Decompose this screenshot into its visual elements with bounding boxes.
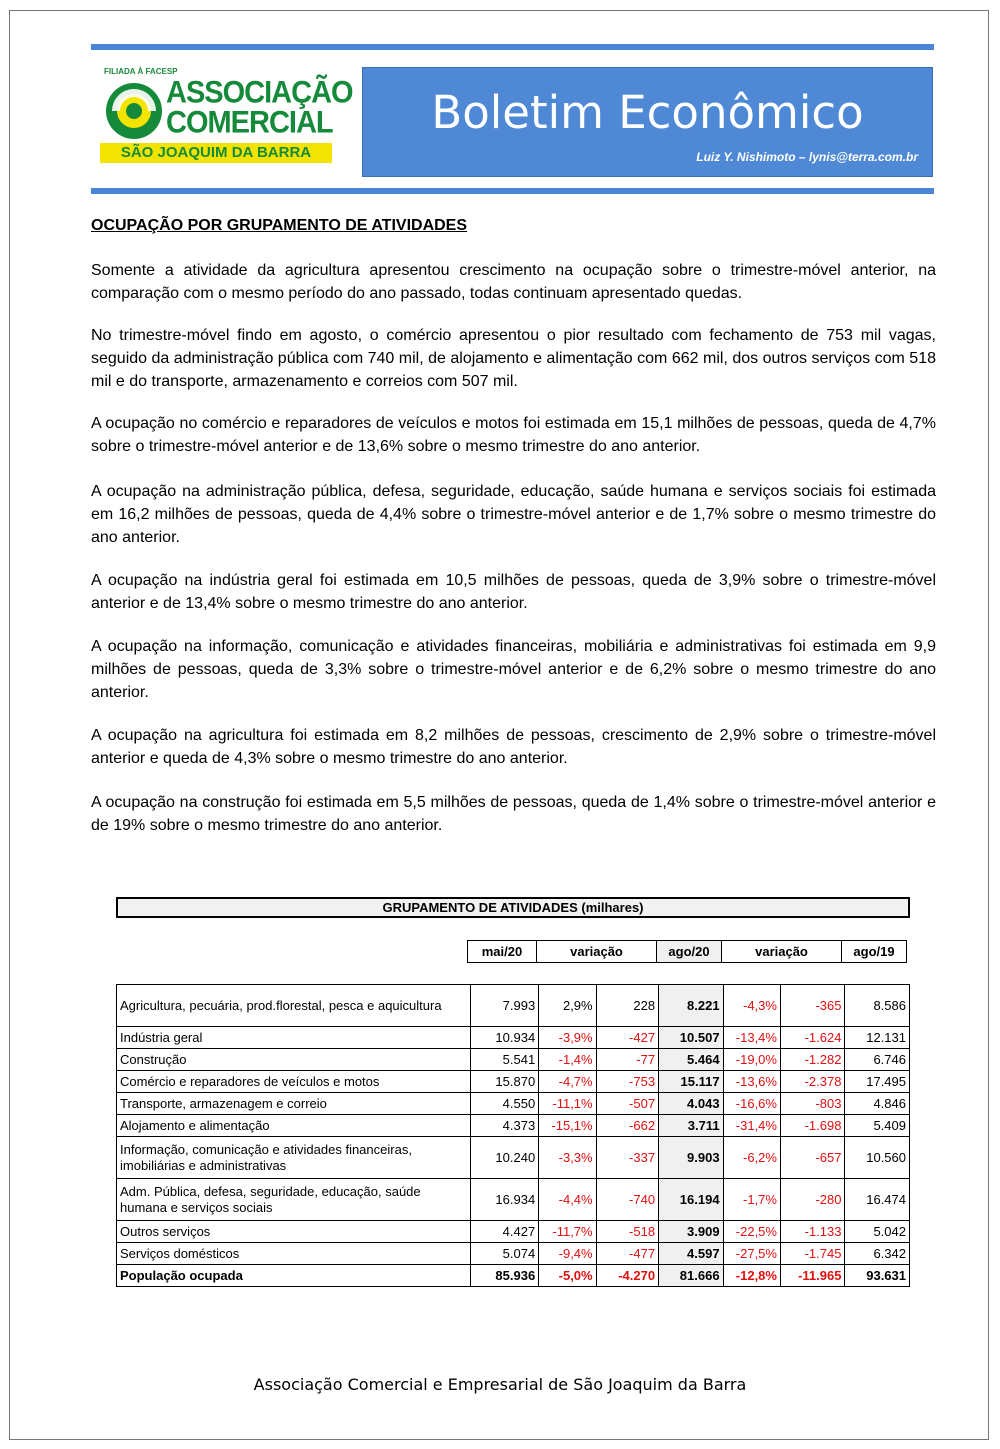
cell-var2a: -1.282	[780, 1049, 844, 1071]
col-header-variacao-1: variação	[537, 941, 657, 963]
cell-var1a: -77	[596, 1049, 658, 1071]
cell-var1p: 2,9%	[539, 985, 596, 1027]
bulletin-title: Boletim Econômico	[431, 86, 864, 139]
association-logo	[100, 67, 353, 167]
cell-mai20: 10.240	[470, 1137, 539, 1179]
cell-ago19: 93.631	[845, 1265, 910, 1287]
logo-city: SÃO JOAQUIM DA BARRA	[100, 143, 332, 163]
cell-ago20: 3.909	[659, 1221, 723, 1243]
table-row	[117, 1071, 910, 1093]
paragraph: Somente a atividade da agricultura apresentou crescimento na ocupação sobre o trimestre-móvel anterior, na comparação com o mesmo período do ano passado, todas continuam apresentado quedas.	[91, 262, 936, 302]
cell-ago20: 15.117	[659, 1071, 723, 1093]
header-rule-top	[91, 44, 934, 50]
cell-ago19: 16.474	[845, 1179, 910, 1221]
cell-var2a: -1.624	[780, 1027, 844, 1049]
cell-var1a: -753	[596, 1071, 658, 1093]
cell-var1a: 228	[596, 985, 658, 1027]
cell-var1p: -15,1%	[539, 1115, 596, 1137]
cell-var2a: -1.133	[780, 1221, 844, 1243]
cell-var1p: -4,7%	[539, 1071, 596, 1093]
cell-var1a: -4.270	[596, 1265, 658, 1287]
cell-ago19: 5.409	[845, 1115, 910, 1137]
footer-text: Associação Comercial e Empresarial de São Joaquim da Barra	[253, 1375, 747, 1394]
row-label: Alojamento e alimentação	[117, 1115, 471, 1137]
table-title: GRUPAMENTO DE ATIVIDADES (milhares)	[116, 897, 910, 918]
cell-var1a: -507	[596, 1093, 658, 1115]
cell-ago19: 10.560	[845, 1137, 910, 1179]
bulletin-banner	[362, 67, 933, 177]
logo-emblem-icon	[104, 81, 164, 141]
cell-var2a: -657	[780, 1137, 844, 1179]
cell-ago20: 3.711	[659, 1115, 723, 1137]
cell-var1p: -5,0%	[539, 1265, 596, 1287]
row-label: População ocupada	[117, 1265, 471, 1287]
cell-var1a: -740	[596, 1179, 658, 1221]
table-row	[117, 985, 910, 1027]
table-total-row	[117, 1265, 910, 1287]
cell-ago19: 6.746	[845, 1049, 910, 1071]
table-row	[117, 1221, 910, 1243]
col-header-variacao-2: variação	[722, 941, 842, 963]
row-label: Construção	[117, 1049, 471, 1071]
header-rule-bottom	[91, 188, 934, 194]
paragraph: No trimestre-móvel findo em agosto, o comércio apresentou o pior resultado com fechamento de 753 mil vagas, seguido da administração pública com 740 mil, de alojamento e alimentação com 662 mil, dos outros serviços com 518 mil e do transporte, armazenamento e correios com 507 mil.	[91, 327, 936, 390]
cell-mai20: 5.074	[470, 1243, 539, 1265]
cell-ago20: 81.666	[659, 1265, 723, 1287]
paragraph: A ocupação na agricultura foi estimada em 8,2 milhões de pessoas, crescimento de 2,9% sobre o trimestre-móvel anterior e queda de 4,3% sobre o mesmo trimestre do ano anterior.	[91, 727, 936, 767]
row-label: Agricultura, pecuária, prod.florestal, pesca e aquicultura	[117, 985, 471, 1027]
cell-var2p: -1,7%	[723, 1179, 780, 1221]
cell-var1p: -4,4%	[539, 1179, 596, 1221]
cell-var1p: -11,1%	[539, 1093, 596, 1115]
row-label: Adm. Pública, defesa, seguridade, educação, saúde humana e serviços sociais	[117, 1179, 471, 1221]
cell-ago20: 9.903	[659, 1137, 723, 1179]
cell-mai20: 85.936	[470, 1265, 539, 1287]
cell-var1a: -518	[596, 1221, 658, 1243]
table-row	[117, 1049, 910, 1071]
table-row	[117, 1179, 910, 1221]
table-row	[117, 1027, 910, 1049]
table-row	[117, 1115, 910, 1137]
cell-mai20: 7.993	[470, 985, 539, 1027]
row-label: Transporte, armazenagem e correio	[117, 1093, 471, 1115]
cell-var2a: -803	[780, 1093, 844, 1115]
paragraph: A ocupação no comércio e reparadores de veículos e motos foi estimada em 15,1 milhões de pessoas, queda de 4,7% sobre o trimestre-móvel anterior e de 13,6% sobre o mesmo trimestre do ano anterior.	[91, 415, 936, 455]
cell-var1a: -427	[596, 1027, 658, 1049]
cell-var2a: -11.965	[780, 1265, 844, 1287]
logo-line-1: ASSOCIAÇÃO	[166, 74, 353, 110]
author-credit: Luiz Y. Nishimoto – lynis@terra.com.br	[696, 150, 918, 164]
cell-mai20: 4.427	[470, 1221, 539, 1243]
cell-var2p: -13,4%	[723, 1027, 780, 1049]
cell-ago20: 5.464	[659, 1049, 723, 1071]
cell-var1p: -1,4%	[539, 1049, 596, 1071]
cell-mai20: 10.934	[470, 1027, 539, 1049]
cell-var2a: -365	[780, 985, 844, 1027]
cell-var1a: -337	[596, 1137, 658, 1179]
section-title: OCUPAÇÃO POR GRUPAMENTO DE ATIVIDADES	[91, 217, 468, 234]
cell-var2p: -16,6%	[723, 1093, 780, 1115]
cell-mai20: 4.373	[470, 1115, 539, 1137]
cell-mai20: 15.870	[470, 1071, 539, 1093]
cell-var2p: -27,5%	[723, 1243, 780, 1265]
cell-var1p: -11,7%	[539, 1221, 596, 1243]
paragraph: A ocupação na informação, comunicação e atividades financeiras, mobiliária e administrativas foi estimada em 9,9 milhões de pessoas, queda de 3,3% sobre o trimestre-móvel anterior e de 6,2% sobre o mesmo trimestre do ano anterior.	[91, 638, 936, 701]
cell-ago20: 8.221	[659, 985, 723, 1027]
cell-mai20: 5.541	[470, 1049, 539, 1071]
cell-var2p: -4,3%	[723, 985, 780, 1027]
table-header	[116, 940, 907, 963]
paragraph: A ocupação na indústria geral foi estimada em 10,5 milhões de pessoas, queda de 3,9% sobre o trimestre-móvel anterior e de 13,4% sobre o mesmo trimestre do ano anterior.	[91, 572, 936, 612]
cell-ago20: 4.043	[659, 1093, 723, 1115]
cell-var2a: -1.698	[780, 1115, 844, 1137]
cell-var2p: -12,8%	[723, 1265, 780, 1287]
cell-var1a: -477	[596, 1243, 658, 1265]
cell-var1a: -662	[596, 1115, 658, 1137]
logo-line-2: COMERCIAL	[166, 104, 333, 140]
cell-var2a: -1.745	[780, 1243, 844, 1265]
cell-var2p: -19,0%	[723, 1049, 780, 1071]
cell-var2p: -6,2%	[723, 1137, 780, 1179]
cell-var2a: -280	[780, 1179, 844, 1221]
col-header-ago20: ago/20	[657, 941, 722, 963]
cell-var2p: -22,5%	[723, 1221, 780, 1243]
cell-ago19: 8.586	[845, 985, 910, 1027]
cell-var2a: -2.378	[780, 1071, 844, 1093]
cell-ago19: 5.042	[845, 1221, 910, 1243]
cell-mai20: 16.934	[470, 1179, 539, 1221]
cell-ago20: 4.597	[659, 1243, 723, 1265]
activity-table	[116, 984, 910, 1287]
logo-affiliation-text: FILIADA À FACESP	[104, 67, 178, 76]
cell-var1p: -9,4%	[539, 1243, 596, 1265]
cell-ago19: 6.342	[845, 1243, 910, 1265]
table-row	[117, 1137, 910, 1179]
cell-mai20: 4.550	[470, 1093, 539, 1115]
table-row	[117, 1243, 910, 1265]
row-label: Serviços domésticos	[117, 1243, 471, 1265]
col-header-ago19: ago/19	[842, 941, 907, 963]
cell-ago20: 16.194	[659, 1179, 723, 1221]
cell-ago19: 17.495	[845, 1071, 910, 1093]
cell-var1p: -3,3%	[539, 1137, 596, 1179]
paragraph: A ocupação na administração pública, defesa, seguridade, educação, saúde humana e serviços sociais foi estimada em 16,2 milhões de pessoas, queda de 4,4% sobre o trimestre-móvel anterior e de 1,7% sobre o mesmo trimestre do ano anterior.	[91, 483, 936, 546]
cell-ago20: 10.507	[659, 1027, 723, 1049]
cell-ago19: 12.131	[845, 1027, 910, 1049]
paragraph: A ocupação na construção foi estimada em 5,5 milhões de pessoas, queda de 1,4% sobre o trimestre-móvel anterior e de 19% sobre o mesmo trimestre do ano anterior.	[91, 794, 936, 834]
row-label: Indústria geral	[117, 1027, 471, 1049]
col-header-mai20: mai/20	[468, 941, 537, 963]
cell-var2p: -13,6%	[723, 1071, 780, 1093]
row-label: Outros serviços	[117, 1221, 471, 1243]
row-label: Informação, comunicação e atividades financeiras, imobiliárias e administrativas	[117, 1137, 471, 1179]
cell-var2p: -31,4%	[723, 1115, 780, 1137]
cell-ago19: 4.846	[845, 1093, 910, 1115]
table-row	[117, 1093, 910, 1115]
cell-var1p: -3,9%	[539, 1027, 596, 1049]
row-label: Comércio e reparadores de veículos e motos	[117, 1071, 471, 1093]
